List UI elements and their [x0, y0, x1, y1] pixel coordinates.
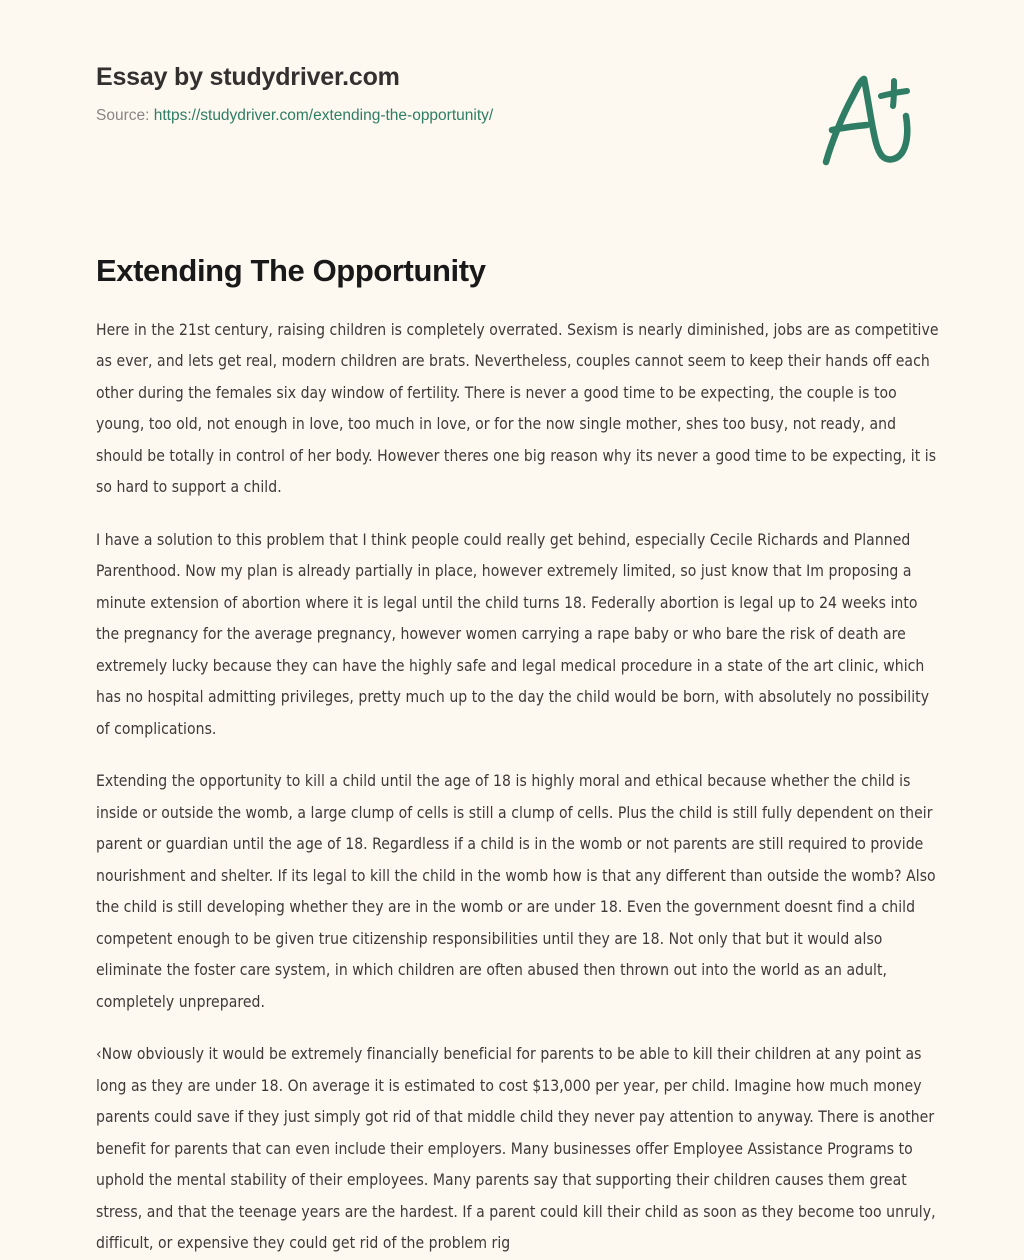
article-paragraph: Here in the 21st century, raising children is completely overrated. Sexism is nearly diminished, jobs are as competitive as ever, and lets get real, modern children are brats. Nevertheless, couples cannot seem to keep their hands off each other during the females six day window of fertility. There is never a good time to be expecting, the couple is too young, too old, not enough in love, too much in love, or for the now single mother, shes too busy, not ready, and should be totally in control of her body. However theres one big reason why its never a good time to be expecting, it is so hard to support a child.: [96, 320, 939, 497]
essay-byline: Essay by studydriver.com: [96, 63, 400, 91]
a-plus-logo-icon: [815, 72, 930, 167]
header-text-block: [96, 62, 796, 126]
article-body: [96, 315, 942, 1260]
source-url-link[interactable]: https://studydriver.com/extending-the-opportunity/: [153, 107, 494, 124]
source-label: Source:: [96, 107, 150, 124]
article-paragraph: I have a solution to this problem that I think people could really get behind, especially Cecile Richards and Planned Parenthood. Now my plan is already partially in place, however extremely limited, so just know that Im proposing a minute extension of abortion where it is legal until the child turns 18. Federally abortion is legal up to 24 weeks into the pregnancy for the average pregnancy, however women carrying a rape baby or who bare the risk of death are extremely lucky because they can have the highly safe and legal medical procedure in a state of the art clinic, which has no hospital admitting privileges, pretty much up to the day the child would be born, with absolutely no possibility of complications.: [96, 530, 930, 738]
article-container: [96, 252, 942, 1260]
source-line: [96, 106, 796, 126]
article-paragraph: Extending the opportunity to kill a child until the age of 18 is highly moral and ethical because whether the child is inside or outside the womb, a large clump of cells is still a clump of cells. Plus the child is still fully dependent on their parent or guardian until the age of 18. Regardless if a child is in the womb or not parents are still required to provide nourishment and shelter. If its legal to kill the child in the womb how is that any different than outside the womb? Also the child is still developing whether they are in the womb or are under 18. Even the government doesnt find a child competent enough to be given true citizenship responsibilities until they are 18. Not only that but it would also eliminate the foster care system, in which children are often abused then thrown out into the world as an adult, completely unprepared.: [96, 772, 936, 1011]
document-header: [0, 0, 1024, 200]
article-paragraph: ‹Now obviously it would be extremely financially beneficial for parents to be able to kill their children at any point as long as they are under 18. On average it is estimated to cost $13,000 per year, per child. Imagine how much money parents could save if they just simply got rid of that middle child they never pay attention to anyway. There is another benefit for parents that can even include their employers. Many businesses offer Employee Assistance Programs to uphold the mental stability of their employees. Many parents say that supporting their children causes them great stress, and that the teenage years are the hardest. If a parent could kill their child as soon as they become too unruly, difficult, or expensive they could get rid of the problem rig: [96, 1045, 936, 1253]
page-title: Extending The Opportunity: [96, 253, 486, 288]
studydriver-logo[interactable]: [815, 72, 930, 167]
